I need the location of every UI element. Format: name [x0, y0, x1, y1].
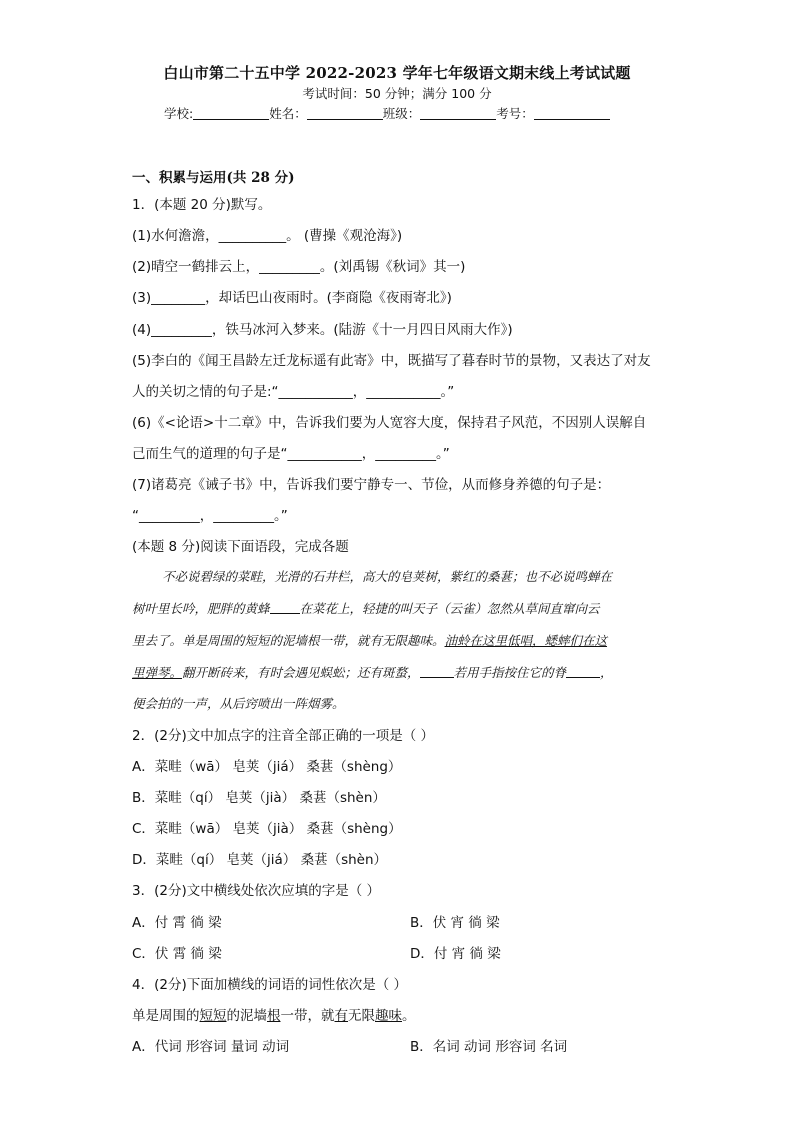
fill-blank[interactable]: [566, 666, 600, 678]
question-2-option[interactable]: A．菜畦（wā） 皂荚（jiá） 桑葚（shèng）: [132, 759, 402, 775]
question-3-option[interactable]: B．伏 宵 徜 梁: [410, 915, 500, 931]
sentence-text: 无限: [348, 1008, 375, 1024]
question-1-stem: 1．(本题 20 分)默写。: [132, 197, 272, 213]
question-2-option[interactable]: C．菜畦（wā） 皂荚（jià） 桑葚（shèng）: [132, 821, 402, 837]
question-1-item: 人的关切之情的句子是:“___________，___________。”: [132, 384, 455, 400]
question-2-stem: 2．(2分)文中加点字的注音全部正确的一项是（ ）: [132, 728, 435, 744]
sentence-text: 。: [402, 1008, 416, 1024]
question-3-option[interactable]: A．付 霄 徜 梁: [132, 915, 222, 931]
name-blank[interactable]: [307, 107, 383, 120]
exam-title: 白山市第二十五中学 2022-2023 学年七年级语文期末线上考试试题: [163, 64, 631, 82]
question-2-option[interactable]: D．菜畦（qí） 皂荚（jiá） 桑葚（shèn）: [132, 852, 388, 868]
question-1-item: “_________，_________。”: [132, 508, 288, 524]
underlined-text: 里弹琴。: [132, 665, 183, 680]
question-3-stem: 3．(2分)文中横线处依次应填的字是（ ）: [132, 883, 381, 899]
passage-text: ，: [600, 665, 613, 680]
section-heading: 一、积累与运用(共 28 分): [132, 170, 295, 186]
underlined-text: 油蛉在这里低唱，蟋蟀们在这: [444, 633, 608, 648]
name-label: 姓名：: [269, 106, 307, 121]
underlined-word: 短短: [199, 1008, 227, 1024]
passage-text: 里去了。单是周围的短短的泥墙根一带，就有无限趣味。: [132, 633, 445, 648]
question-4-sentence: [132, 1004, 416, 1024]
sentence-text: 一带，就: [280, 1008, 335, 1024]
exam-no-label: 考号：: [496, 106, 534, 121]
question-2-option[interactable]: B．菜畦（qí） 皂荚（jià） 桑葚（shèn）: [132, 790, 386, 806]
class-label: 班级：: [382, 106, 421, 121]
underlined-word: 根: [267, 1008, 281, 1024]
reading-stem: (本题 8 分)阅读下面语段，完成各题: [132, 539, 349, 555]
passage-line: [132, 599, 672, 617]
question-3-option[interactable]: C．伏 霄 徜 梁: [132, 946, 222, 962]
underlined-word: 趣味: [375, 1008, 402, 1024]
passage-text: 若用手指按住它的脊: [453, 665, 567, 680]
fill-blank[interactable]: [270, 602, 300, 614]
question-1-item: (6)《<论语>十二章》中，告诉我们要为人宽容大度，保持君子风范，不因别人误解自: [132, 415, 647, 431]
passage-line: 便会拍的一声，从后窍喷出一阵烟雾。: [132, 696, 345, 711]
question-1-item: (3)________，却话巴山夜雨时。(李商隐《夜雨寄北》): [132, 290, 452, 306]
exam-no-blank[interactable]: [534, 107, 610, 120]
question-4-stem: 4．(2分)下面加横线的词语的词性依次是（ ）: [132, 977, 408, 993]
class-blank[interactable]: [420, 107, 496, 120]
sentence-text: 单是周围的: [132, 1008, 200, 1024]
question-1-item: (5)李白的《闻王昌龄左迁龙标遥有此寄》中，既描写了暮春时节的景物，又表达了对友: [132, 353, 651, 369]
question-1-item: (7)诸葛亮《诫子书》中，告诉我们要宁静专一、节俭，从而修身养德的句子是：: [132, 477, 611, 493]
fill-blank[interactable]: [420, 666, 454, 678]
passage-text: 在菜花上，轻捷的叫天子（云雀）忽然从草间直窜向云: [299, 601, 600, 616]
question-4-option[interactable]: B．名词 动词 形容词 名词: [410, 1039, 568, 1055]
school-blank[interactable]: [193, 107, 269, 120]
school-label: 学校:: [164, 106, 194, 121]
underlined-word: 有: [334, 1008, 348, 1024]
passage-line: [132, 663, 672, 681]
passage-line: [132, 631, 672, 649]
student-info-row: [164, 104, 610, 122]
sentence-text: 的泥墙: [226, 1008, 267, 1024]
question-1-item: (2)晴空一鹤排云上，_________。(刘禹锡《秋词》其一): [132, 259, 466, 275]
question-1-item: (1)水何澹澹，__________。 (曹操《观沧海》): [132, 228, 403, 244]
question-3-option[interactable]: D．付 宵 徜 梁: [410, 946, 501, 962]
passage-line: 不必说碧绿的菜畦，光滑的石井栏，高大的皂荚树，紫红的桑葚；也不必说鸣蝉在: [162, 569, 613, 584]
question-4-option[interactable]: A．代词 形容词 量词 动词: [132, 1039, 290, 1055]
question-1-item: 己而生气的道理的句子是“___________，_________。”: [132, 446, 450, 462]
question-1-item: (4)_________，铁马冰河入梦来。(陆游《十一月四日风雨大作》): [132, 322, 513, 338]
passage-text: 树叶里长吟，肥胖的黄蜂: [132, 601, 270, 616]
passage-text: 翻开断砖来，有时会遇见蜈蚣；还有斑蝥，: [182, 665, 420, 680]
exam-time-info: 考试时间：50 分钟；满分 100 分: [302, 86, 492, 101]
